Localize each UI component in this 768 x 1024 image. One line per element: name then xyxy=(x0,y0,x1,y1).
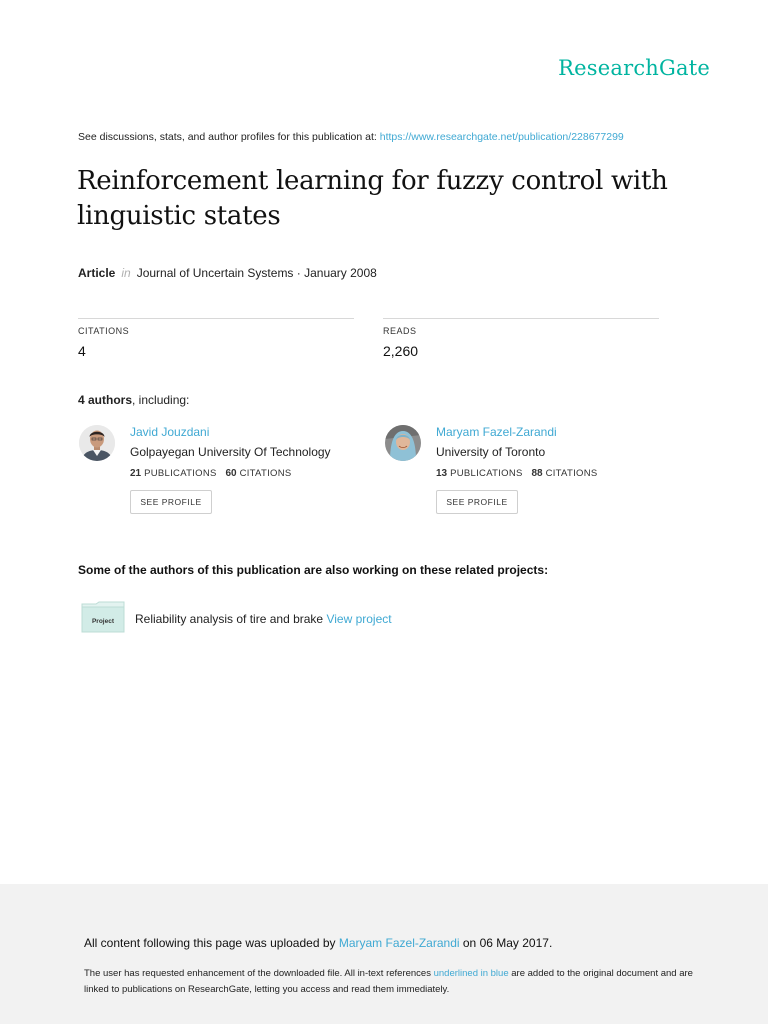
researchgate-logo[interactable]: ResearchGate xyxy=(558,56,710,80)
publication-type: Article xyxy=(78,266,116,280)
author-institution: Golpayegan University Of Technology xyxy=(130,445,331,459)
author-card xyxy=(79,425,369,521)
author-card xyxy=(385,425,675,521)
author-photo-icon xyxy=(385,425,421,461)
author-citations-count: 88 xyxy=(531,468,543,479)
footer xyxy=(0,884,768,1024)
citations-label: CITATIONS xyxy=(78,326,130,336)
project-item xyxy=(135,612,392,626)
notice-part-1: The user has requested enhancement of the downloaded file. All in-text references xyxy=(84,968,434,979)
reads-value: 2,260 xyxy=(383,343,419,359)
project-folder-icon[interactable] xyxy=(81,601,125,633)
author-name-link[interactable]: Javid Jouzdani xyxy=(130,425,210,439)
project-icon-label: Project xyxy=(91,618,115,625)
authors-count: 4 authors xyxy=(78,393,133,407)
author-institution: University of Toronto xyxy=(436,445,546,459)
author-publications-count: 13 xyxy=(436,468,448,479)
citations-stat xyxy=(78,318,354,359)
author-avatar[interactable] xyxy=(385,425,421,461)
author-counts xyxy=(130,468,292,479)
publication-meta xyxy=(78,266,377,280)
citations-value: 4 xyxy=(78,343,86,359)
authors-heading xyxy=(78,393,189,407)
author-counts xyxy=(436,468,598,479)
publications-label: PUBLICATIONS xyxy=(144,468,217,479)
publications-label: PUBLICATIONS xyxy=(450,468,523,479)
upload-notice xyxy=(84,936,552,950)
author-avatar[interactable] xyxy=(79,425,115,461)
upload-suffix: on 06 May 2017. xyxy=(459,936,553,950)
uploader-link[interactable]: Maryam Fazel-Zarandi xyxy=(338,936,460,950)
related-projects-heading: Some of the authors of this publication are also working on these related projects: xyxy=(78,563,549,577)
publication-url-link[interactable]: https://www.researchgate.net/publication/228677299 xyxy=(379,131,624,143)
author-citations-count: 60 xyxy=(225,468,237,479)
upload-prefix: All content following this page was uploaded by xyxy=(84,936,339,950)
notice-link-text: underlined in blue xyxy=(433,968,509,979)
reads-stat xyxy=(383,318,659,359)
authors-heading-suffix: , including: xyxy=(132,393,190,407)
see-profile-button[interactable]: SEE PROFILE xyxy=(436,490,518,514)
view-project-link[interactable]: View project xyxy=(326,612,392,626)
notice-part-2: are added to the original document and are linked to publications on ResearchGate, letting you access and read them immediately. xyxy=(84,968,693,995)
discussion-line xyxy=(78,131,624,143)
citations-label: CITATIONS xyxy=(545,468,598,479)
publication-title: Reinforcement learning for fuzzy control with linguistic states xyxy=(77,166,668,231)
author-publications-count: 21 xyxy=(130,468,142,479)
discussion-prefix: See discussions, stats, and author profiles for this publication at: xyxy=(78,131,380,143)
author-name-link[interactable]: Maryam Fazel-Zarandi xyxy=(436,425,557,439)
citations-label: CITATIONS xyxy=(239,468,292,479)
publication-venue: Journal of Uncertain Systems · January 2008 xyxy=(136,266,377,280)
enhancement-notice xyxy=(84,966,694,998)
reads-label: READS xyxy=(383,326,417,336)
see-profile-button[interactable]: SEE PROFILE xyxy=(130,490,212,514)
in-word: in xyxy=(121,266,131,280)
author-photo-icon xyxy=(79,425,115,461)
project-title: Reliability analysis of tire and brake xyxy=(135,612,327,626)
